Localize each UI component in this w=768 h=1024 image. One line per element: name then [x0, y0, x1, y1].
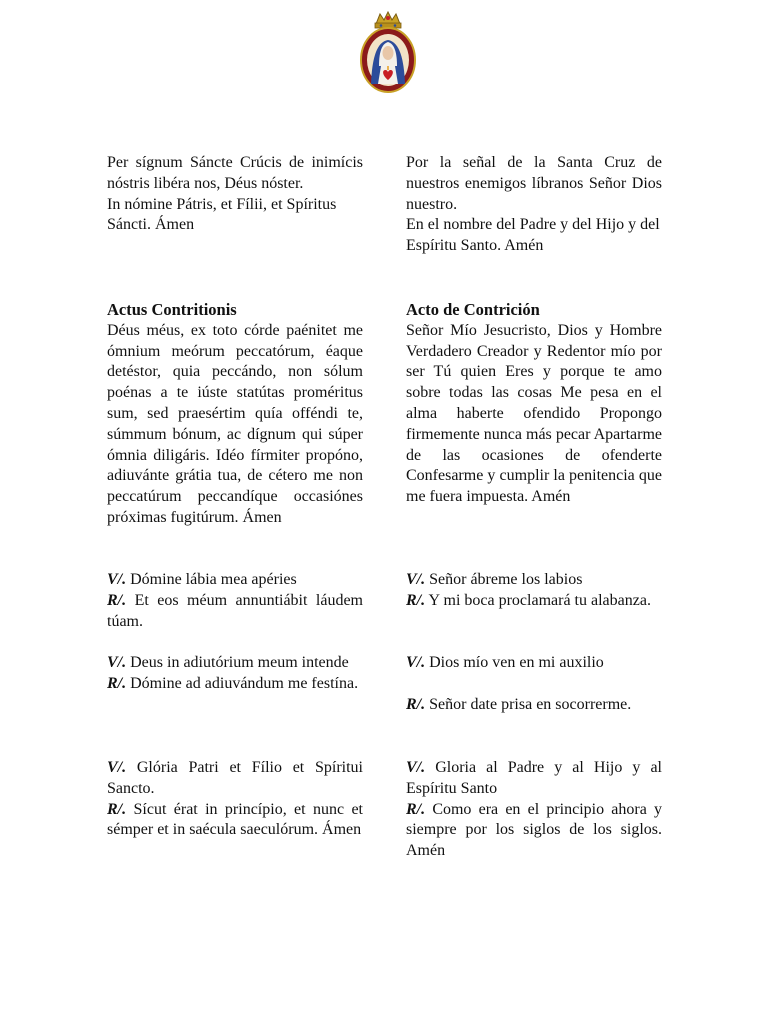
versicle-text: Deus in adiutórium meum intende — [130, 654, 349, 671]
actus-contritionis-body: Déus méus, ex toto córde paénitet me ómnium meórum peccatórum, éaque detéstor, quia peccándo, non sólum poénas a te iúste statútas proméritus sum, sed praesértim quía offéndi te, súmmum bónum, ac dígnum qui súper ómnia diligáris. Idéo fírmiter propóno, adiuvánte grátia tua, de cétero me non peccatúrum peccandíque occasiónes próximas fugitúrum. Ámen — [107, 321, 363, 526]
latin-versicle-1 — [107, 570, 363, 632]
actus-contritionis — [107, 300, 363, 529]
versicle-label: V/. — [406, 759, 426, 776]
response-text: Et eos méum annuntiábit láudem túam. — [107, 591, 363, 630]
response-label: R/. — [107, 591, 127, 609]
spanish-versicle-1 — [406, 570, 662, 612]
spanish-sign-cross-text: Por la señal de la Santa Cruz de nuestros enemigos líbranos Señor Dios nuestro. — [406, 154, 662, 213]
actus-contritionis-title: Actus Contritionis — [107, 300, 237, 319]
latin-versicle-2 — [107, 653, 363, 695]
versicle-label: V/. — [406, 654, 426, 671]
response-label: R/. — [406, 591, 426, 609]
latin-versicle-3 — [107, 758, 363, 841]
immaculate-heart-emblem — [356, 10, 420, 94]
response-text: Como era en el principio ahora y siempre por los siglos de los siglos. Amén — [406, 800, 663, 860]
response-text: Señor date prisa en socorrerme. — [429, 696, 632, 713]
versicle-text: Glória Patri et Fílio et Spíritui Sancto. — [107, 759, 364, 797]
versicle-label: V/. — [107, 571, 127, 588]
versicle-text: Gloria al Padre y al Hijo y al Espíritu Santo — [406, 759, 663, 797]
spanish-response-2 — [406, 695, 662, 716]
spanish-versicle-2 — [406, 653, 662, 674]
versicle-label: V/. — [406, 571, 426, 588]
response-text: Sícut érat in princípio, et nunc et sémper et in saécula saeculórum. Ámen — [107, 800, 363, 839]
response-text: Dómine ad adiuvándum me festína. — [130, 674, 359, 692]
versicle-text: Dómine lábia mea apéries — [130, 571, 297, 588]
acto-de-contricion-body: Señor Mío Jesucristo, Dios y Hombre Verdadero Creador y Redentor mío por ser Tú quien Eres y porque te amo sobre todas las cosas Me pesa en el alma haberte ofendido Propongo firmemente nunca más pecar Apartarme de las ocasiones de ofenderte Confesarme y cumplir la penitencia que me fuera impuesta. Amén — [406, 321, 662, 506]
response-text: Y mi boca proclamará tu alabanza. — [428, 591, 651, 609]
versicle-label: V/. — [107, 654, 127, 671]
response-label: R/. — [107, 800, 127, 818]
spanish-en-el-nombre-text: En el nombre del Padre y del Hijo y del Espíritu Santo. Amén — [406, 216, 660, 255]
latin-in-nomine-text: In nómine Pátris, et Fílii, et Spíritus Sáncti. Ámen — [107, 195, 337, 234]
versicle-text: Señor ábreme los labios — [429, 571, 583, 588]
spanish-versicle-3 — [406, 758, 662, 862]
acto-de-contricion-title: Acto de Contrición — [406, 300, 540, 319]
latin-sign-cross-text: Per sígnum Sáncte Crúcis de inimícis nóstris libéra nos, Déus nóster. — [107, 154, 363, 192]
versicle-label: V/. — [107, 759, 127, 776]
spanish-sign-of-cross — [406, 153, 662, 257]
response-label: R/. — [107, 674, 127, 692]
crown-icon — [375, 12, 401, 28]
acto-de-contricion — [406, 300, 662, 508]
response-label: R/. — [406, 800, 426, 818]
versicle-text: Dios mío ven en mi auxilio — [429, 654, 604, 671]
response-label: R/. — [406, 696, 426, 713]
latin-sign-of-cross — [107, 153, 363, 236]
